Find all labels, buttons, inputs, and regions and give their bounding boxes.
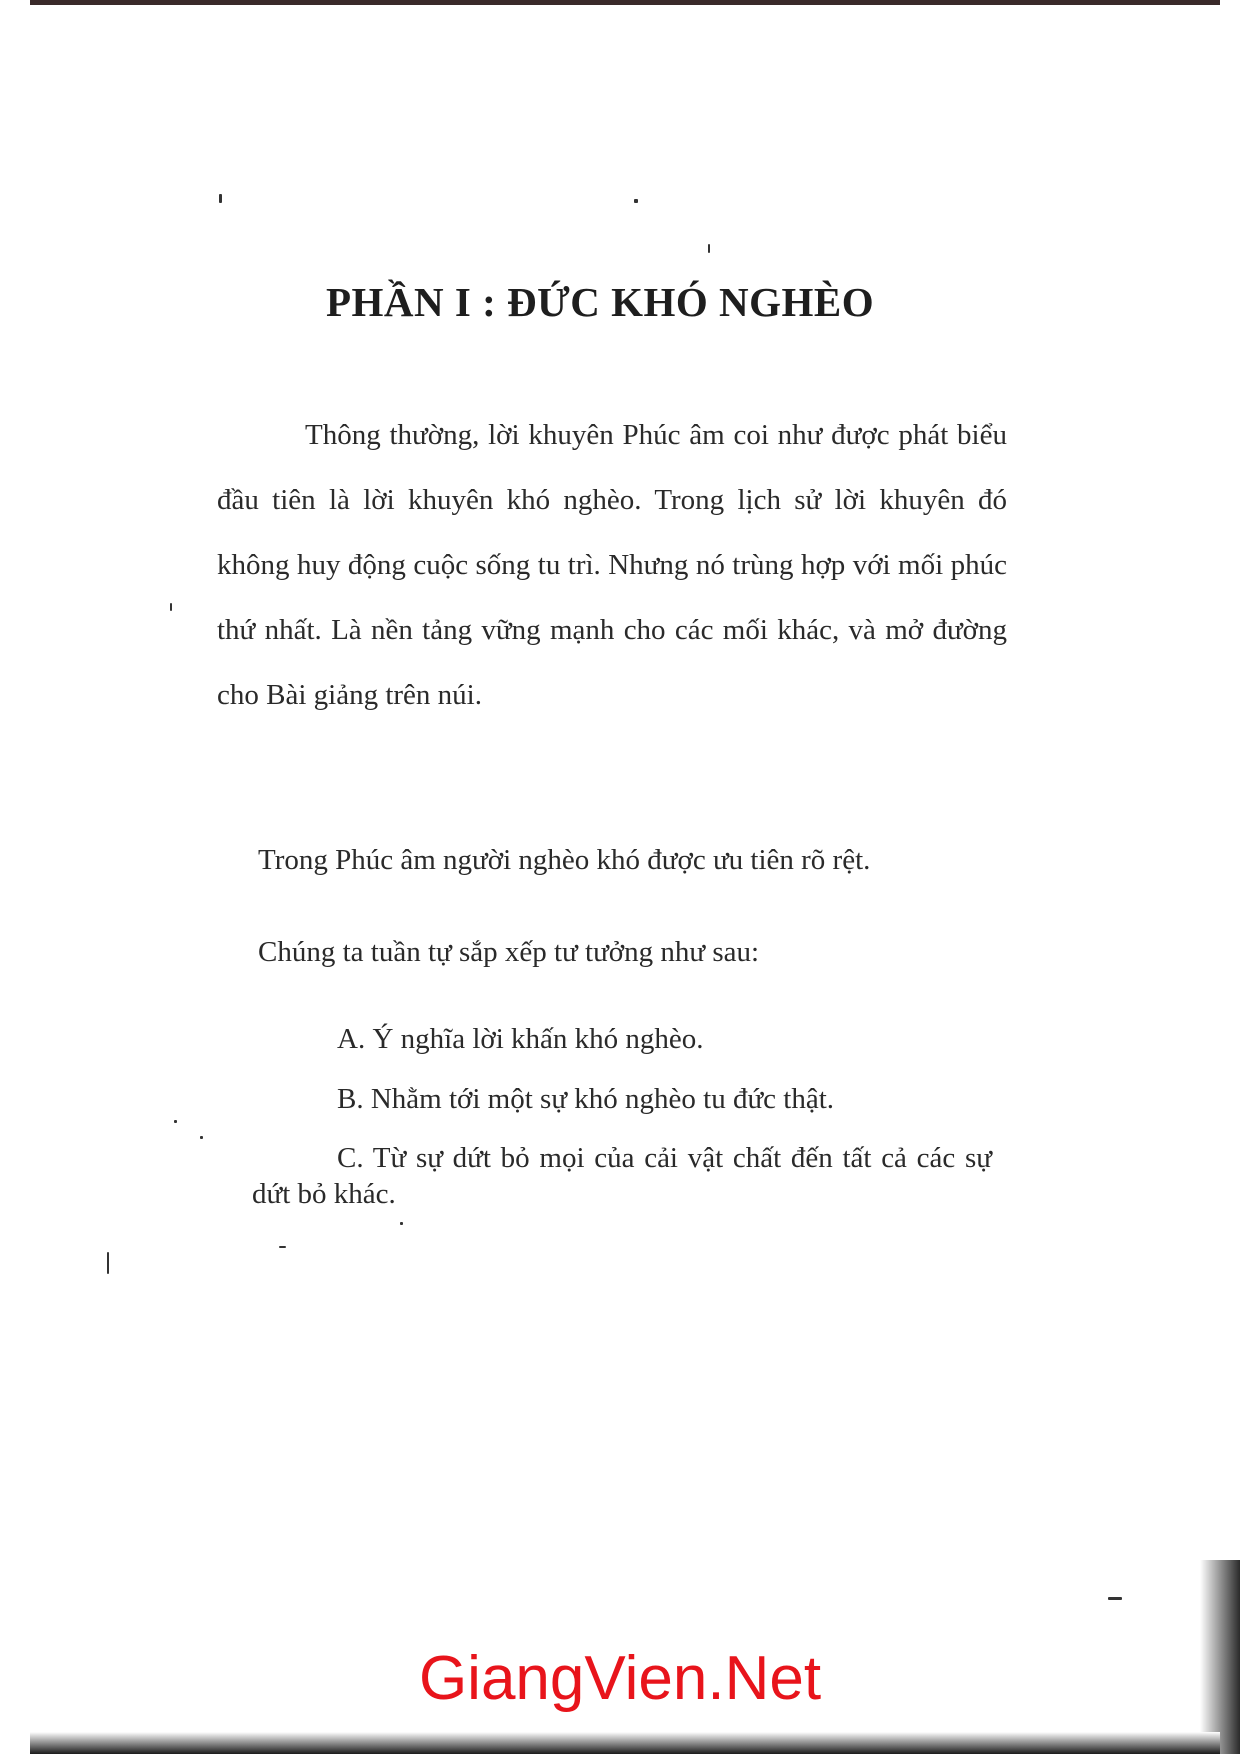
watermark: GiangVien.Net	[418, 1644, 822, 1713]
scan-speck	[708, 244, 710, 253]
scan-speck	[107, 1252, 109, 1274]
outline-item-a: A. Ý nghĩa lời khấn khó nghèo.	[337, 1023, 704, 1055]
outline-item-b: B. Nhằm tới một sự khó nghèo tu đức thật.	[337, 1083, 835, 1115]
intro-paragraph: Thông thường, lời khuyên Phúc âm coi như được phát biểu đầu tiên là lời khuyên khó nghèo. Trong lịch sử lời khuyên đó không huy động cuộc sống tu trì. Nhưng nó trùng hợp với mối phúc thứ nhất. Là nền tảng vững mạnh cho các mối khác, và mở đường cho Bài giảng trên núi.	[217, 419, 1007, 711]
priority-line: Trong Phúc âm người nghèo khó được ưu tiên rõ rệt.	[258, 844, 871, 876]
scan-speck	[400, 1222, 403, 1225]
outline-intro: Chúng ta tuần tự sắp xếp tư tưởng như sau:	[258, 936, 760, 968]
scan-speck	[170, 603, 172, 611]
scan-speck	[200, 1136, 203, 1139]
scan-speck	[174, 1120, 177, 1123]
scan-speck	[279, 1246, 286, 1248]
outline-item-c: C. Từ sự dứt bỏ mọi của cải vật chất đến tất cả các sự dứt bỏ khác.	[252, 1142, 992, 1210]
scan-speck	[1108, 1597, 1122, 1600]
scan-top-edge	[30, 0, 1220, 5]
page-title: PHẦN I : ĐỨC KHÓ NGHÈO	[326, 279, 875, 325]
scan-speck	[634, 199, 638, 203]
scan-bottom-edge	[30, 1732, 1220, 1754]
scan-speck	[219, 194, 222, 203]
